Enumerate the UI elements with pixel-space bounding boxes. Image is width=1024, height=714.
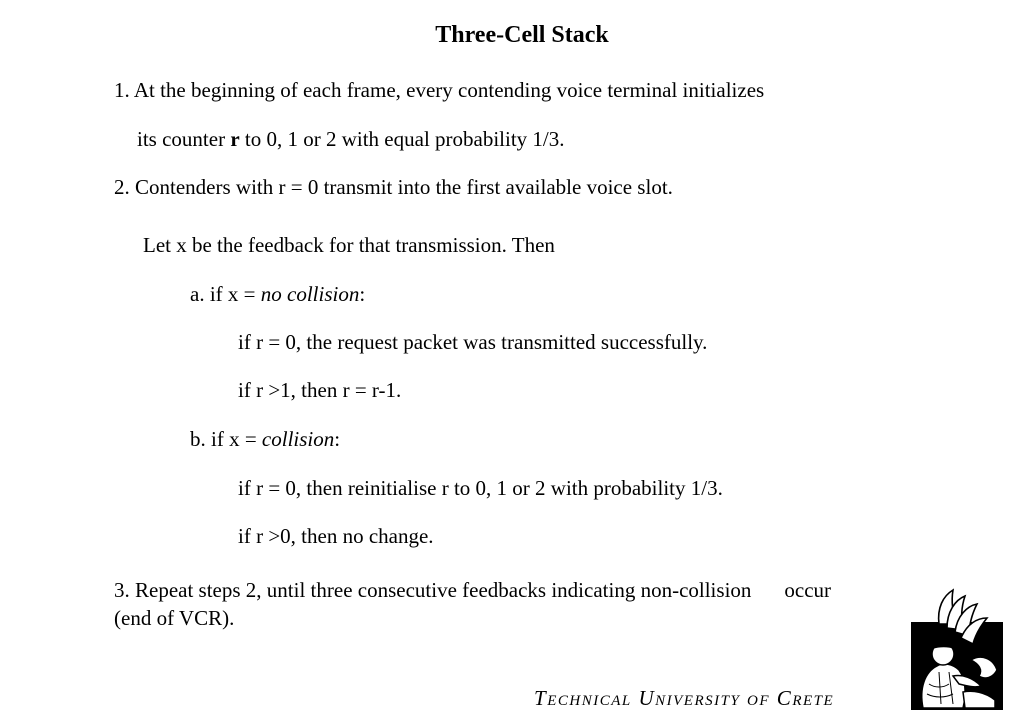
case-b-rule-1: if r = 0, then reinitialise r to 0, 1 or 2 with probability 1/3. (238, 476, 723, 500)
step-1-line-2 (137, 126, 565, 152)
university-emblem-icon (909, 588, 1005, 712)
footer-c-cap: C (776, 686, 793, 710)
case-a-heading (190, 281, 365, 307)
case-b-suffix: : (334, 427, 341, 451)
footer-of: OF (747, 693, 771, 709)
case-b-prefix: b. if x = (190, 427, 262, 451)
step-1-line-2-suffix: to 0, 1 or 2 with equal probability 1/3. (239, 127, 565, 151)
counter-variable: r (230, 127, 240, 151)
step-2-line-1: 2. Contenders with r = 0 transmit into the first available voice slot. (114, 175, 673, 199)
case-b-term: collision (261, 427, 335, 451)
step-3-line-1 (114, 577, 831, 603)
footer-u-rest: NIVERSITY (655, 693, 741, 709)
case-a-term: no collision (260, 282, 360, 306)
case-a-rule-2: if r >1, then r = r-1. (238, 378, 402, 402)
step-1-line-2-prefix: its counter (137, 127, 231, 151)
case-a-rule-1: if r = 0, the request packet was transmitted successfully. (238, 330, 708, 354)
footer-c-rest: RETE (792, 693, 835, 709)
case-a-suffix: : (359, 282, 366, 306)
footer-t-cap: T (534, 686, 548, 710)
step-3-line-2: (end of VCR). (114, 606, 235, 630)
step-3-line-1-main: 3. Repeat steps 2, until three consecutive feedbacks indicating non-collision (114, 578, 752, 602)
feedback-line: Let x be the feedback for that transmission. Then (143, 233, 555, 257)
case-b-rule-2: if r >0, then no change. (238, 524, 434, 548)
footer-u-cap: U (638, 686, 656, 710)
slide-title: Three-Cell Stack (435, 22, 609, 48)
case-b-heading (190, 426, 340, 452)
case-a-prefix: a. if x = (190, 282, 261, 306)
footer-t-rest: ECHNICAL (547, 693, 632, 709)
step-3-line-1-end: occur (784, 578, 832, 602)
university-footer (534, 685, 834, 714)
step-1-line-1: 1. At the beginning of each frame, every contending voice terminal initializes (114, 78, 765, 102)
